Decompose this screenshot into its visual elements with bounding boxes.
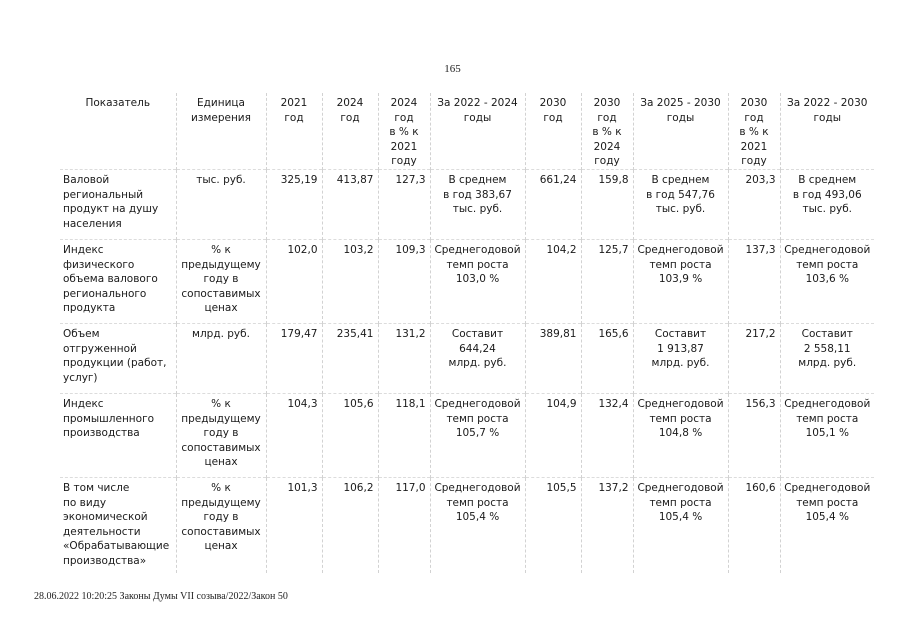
table-row (60, 393, 874, 477)
row-unit: % к предыдущему году в сопоставимых ценах (176, 239, 266, 323)
table-row (60, 323, 874, 393)
table-row (60, 477, 874, 573)
row-period-2025-2030: Среднегодовой темп роста 105,4 % (633, 477, 728, 573)
row-value-2030: 661,24 (525, 169, 581, 239)
header-period-2025-2030: За 2025 - 2030 годы (633, 93, 728, 169)
row-period-2022-2024: Среднегодовой темп роста 105,4 % (430, 477, 525, 573)
row-value-2030: 389,81 (525, 323, 581, 393)
page-number: 165 (444, 63, 461, 75)
row-value-2021: 104,3 (266, 393, 322, 477)
row-value-2024: 103,2 (322, 239, 378, 323)
table-row (60, 169, 874, 239)
row-unit: млрд. руб. (176, 323, 266, 393)
indicators-table (60, 93, 874, 573)
row-indicator: Индекс физического объема валового регионального продукта (63, 243, 158, 315)
row-indicator: Объем отгруженной продукции (работ, услуг) (63, 327, 167, 384)
row-pct-2024-2021: 109,3 (378, 239, 430, 323)
row-value-2030: 105,5 (525, 477, 581, 573)
row-value-2021: 102,0 (266, 239, 322, 323)
row-period-2022-2030: Составит 2 558,11 млрд. руб. (780, 323, 874, 393)
row-value-2024: 413,87 (322, 169, 378, 239)
row-period-2025-2030: Составит 1 913,87 млрд. руб. (633, 323, 728, 393)
row-period-2025-2030: Среднегодовой темп роста 103,9 % (633, 239, 728, 323)
row-pct-2030-2021: 160,6 (728, 477, 780, 573)
row-pct-2030-2024: 125,7 (581, 239, 633, 323)
row-pct-2024-2021: 127,3 (378, 169, 430, 239)
row-period-2022-2024: Среднегодовой темп роста 105,7 % (430, 393, 525, 477)
row-period-2025-2030: В среднем в год 547,76 тыс. руб. (633, 169, 728, 239)
row-value-2024: 106,2 (322, 477, 378, 573)
header-2030-pct-2024: 2030 год в % к 2024 году (581, 93, 633, 169)
row-pct-2024-2021: 118,1 (378, 393, 430, 477)
row-pct-2030-2021: 156,3 (728, 393, 780, 477)
row-indicator: Индекс промышленного производства (63, 397, 155, 440)
table-header-row (60, 93, 874, 169)
header-2030-pct-2021: 2030 год в % к 2021 году (728, 93, 780, 169)
row-period-2022-2030: В среднем в год 493,06 тыс. руб. (780, 169, 874, 239)
row-unit: тыс. руб. (176, 169, 266, 239)
row-value-2030: 104,2 (525, 239, 581, 323)
header-period-2022-2024: За 2022 - 2024 годы (430, 93, 525, 169)
row-period-2025-2030: Среднегодовой темп роста 104,8 % (633, 393, 728, 477)
row-period-2022-2030: Среднегодовой темп роста 105,4 % (780, 477, 874, 573)
row-pct-2024-2021: 131,2 (378, 323, 430, 393)
row-period-2022-2024: Составит 644,24 млрд. руб. (430, 323, 525, 393)
row-indicator: Валовой региональный продукт на душу населения (63, 173, 159, 230)
row-pct-2024-2021: 117,0 (378, 477, 430, 573)
row-value-2021: 179,47 (266, 323, 322, 393)
header-period-2022-2030: За 2022 - 2030 годы (780, 93, 874, 169)
row-pct-2030-2024: 165,6 (581, 323, 633, 393)
row-period-2022-2024: Среднегодовой темп роста 103,0 % (430, 239, 525, 323)
row-indicator: В том числе по виду экономической деятельности «Обрабатывающие производства» (63, 481, 170, 567)
row-period-2022-2030: Среднегодовой темп роста 105,1 % (780, 393, 874, 477)
row-unit: % к предыдущему году в сопоставимых ценах (176, 393, 266, 477)
row-value-2021: 325,19 (266, 169, 322, 239)
row-value-2030: 104,9 (525, 393, 581, 477)
header-2024: 2024 год (322, 93, 378, 169)
row-value-2024: 235,41 (322, 323, 378, 393)
row-unit: % к предыдущему году в сопоставимых ценах (176, 477, 266, 573)
row-pct-2030-2021: 137,3 (728, 239, 780, 323)
row-pct-2030-2024: 159,8 (581, 169, 633, 239)
row-pct-2030-2021: 217,2 (728, 323, 780, 393)
header-unit: Единица измерения (176, 93, 266, 169)
row-pct-2030-2024: 137,2 (581, 477, 633, 573)
row-pct-2030-2024: 132,4 (581, 393, 633, 477)
header-2024-pct-2021: 2024 год в % к 2021 году (378, 93, 430, 169)
row-pct-2030-2021: 203,3 (728, 169, 780, 239)
table-row (60, 239, 874, 323)
row-value-2021: 101,3 (266, 477, 322, 573)
header-indicator: Показатель (85, 97, 151, 109)
header-2030: 2030 год (525, 93, 581, 169)
row-value-2024: 105,6 (322, 393, 378, 477)
document-footer: 28.06.2022 10:20:25 Законы Думы VII созыва/2022/Закон 50 (34, 591, 288, 602)
header-2021: 2021 год (266, 93, 322, 169)
row-period-2022-2024: В среднем в год 383,67 тыс. руб. (430, 169, 525, 239)
row-period-2022-2030: Среднегодовой темп роста 103,6 % (780, 239, 874, 323)
